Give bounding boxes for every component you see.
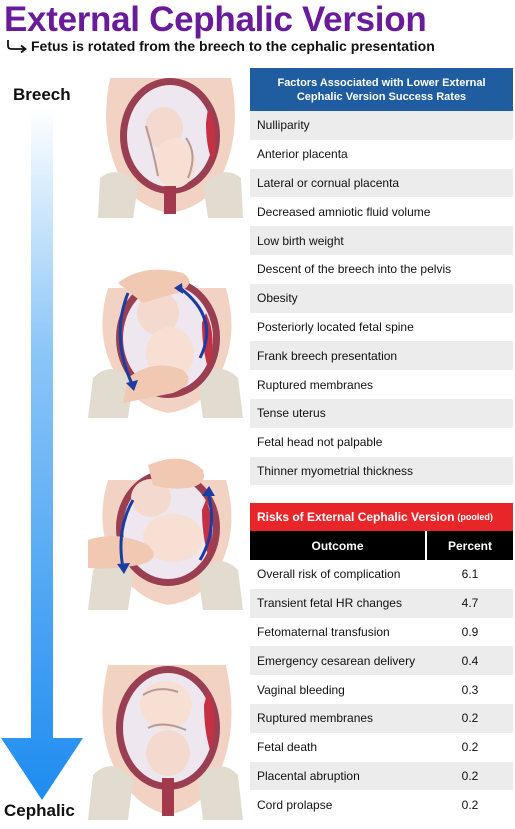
cephalic-label: Cephalic xyxy=(4,801,75,820)
curved-arrow-icon xyxy=(6,39,28,53)
factor-row: Low birth weight xyxy=(250,226,513,255)
risk-percent: 0.2 xyxy=(461,740,479,755)
table-row xyxy=(250,675,513,704)
table-row xyxy=(250,790,513,819)
risk-outcome: Ruptured membranes xyxy=(257,711,374,726)
risk-percent: 0.3 xyxy=(461,682,479,697)
risk-percent: 0.2 xyxy=(461,768,479,783)
factor-row: Posteriorly located fetal spine xyxy=(257,319,414,334)
risk-percent: 4.7 xyxy=(461,596,479,611)
factor-row: Ruptured membranes xyxy=(257,377,374,392)
risk-percent: 0.2 xyxy=(461,797,479,812)
risks-heading-text: Risks of External Cephalic Version xyxy=(257,510,455,524)
factor-row: Anterior placenta xyxy=(257,147,348,162)
risks-column-headers xyxy=(250,531,513,560)
risk-outcome: Fetal death xyxy=(257,740,318,755)
factor-row: Fetal head not palpable xyxy=(257,435,383,450)
fetus-cephalic-in-uterus-icon xyxy=(88,650,243,820)
risk-percent: 0.2 xyxy=(461,711,479,726)
risks-table xyxy=(250,503,513,819)
hands-rotating-fetus-icon xyxy=(88,258,243,418)
table-row xyxy=(250,733,513,762)
factors-table xyxy=(250,68,513,485)
risk-outcome: Overall risk of complication xyxy=(257,567,401,582)
table-row xyxy=(250,646,513,675)
factor-row: Thinner myometrial thickness xyxy=(250,457,513,486)
risk-outcome: Placental abruption xyxy=(257,768,360,783)
page-title: External Cephalic Version xyxy=(4,0,427,39)
risks-rows xyxy=(250,560,513,819)
factors-list xyxy=(250,111,513,485)
table-row xyxy=(250,560,513,589)
factor-row: Descent of the breech into the pelvis xyxy=(257,262,452,277)
factor-row: Nulliparity xyxy=(250,111,513,140)
risk-outcome: Emergency cesarean delivery xyxy=(257,653,416,668)
hands-rotating-fetus-transverse-icon xyxy=(88,450,243,610)
factor-row: Lateral or cornual placenta xyxy=(250,169,513,198)
column-header-outcome: Outcome xyxy=(250,531,427,560)
risk-outcome: Vaginal bleeding xyxy=(257,682,345,697)
table-row xyxy=(250,704,513,733)
column-header-percent: Percent xyxy=(447,538,493,553)
factors-heading: Factors Associated with Lower External Cephalic Version Success Rates xyxy=(250,68,513,111)
risk-percent: 0.4 xyxy=(461,653,479,668)
factor-row: Decreased amniotic fluid volume xyxy=(257,204,431,219)
fetus-breech-in-uterus-icon xyxy=(98,68,243,218)
factor-row: Tense uterus xyxy=(250,399,513,428)
subtitle xyxy=(6,38,435,54)
risk-outcome: Cord prolapse xyxy=(257,797,333,812)
table-row xyxy=(250,618,513,647)
factor-row: Frank breech presentation xyxy=(250,341,513,370)
risk-outcome: Transient fetal HR changes xyxy=(257,596,402,611)
risks-heading-note: (pooled) xyxy=(457,512,493,522)
risk-percent: 6.1 xyxy=(461,567,479,582)
risk-percent: 0.9 xyxy=(461,624,479,639)
table-row xyxy=(250,589,513,618)
risks-heading xyxy=(250,503,513,531)
risk-outcome: Fetomaternal transfusion xyxy=(257,624,390,639)
progression-arrow-icon xyxy=(0,108,90,808)
breech-label: Breech xyxy=(13,85,71,104)
subtitle-text: Fetus is rotated from the breech to the cephalic presentation xyxy=(31,38,435,54)
table-row xyxy=(250,762,513,791)
factor-row: Obesity xyxy=(250,284,513,313)
